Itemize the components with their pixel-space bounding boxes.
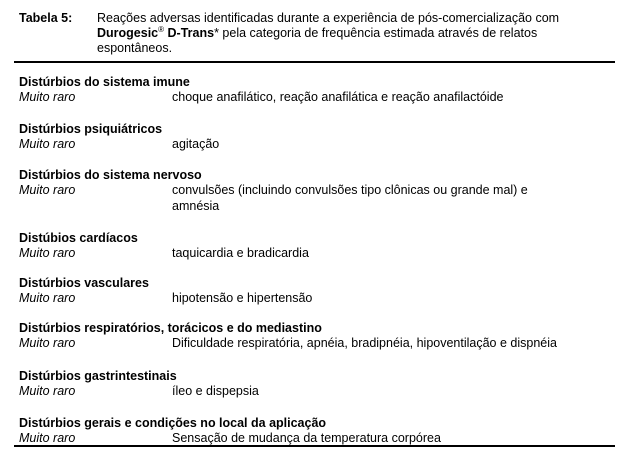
frequency-label: Muito raro (19, 431, 76, 445)
section-title: Distúrbios gastrintestinais (19, 369, 177, 383)
section-title: Distúrbios do sistema imune (19, 75, 190, 89)
table-label: Tabela 5: (19, 11, 73, 25)
frequency-label: Muito raro (19, 183, 76, 197)
table-bottom-rule (14, 445, 615, 447)
registered-mark: ® (158, 25, 165, 34)
reaction-text (172, 183, 552, 215)
reaction-line: íleo e dispepsia (172, 384, 259, 398)
reaction-line: agitação (172, 137, 220, 151)
reaction-line: amnésia (172, 199, 220, 213)
frequency-label: Muito raro (19, 291, 76, 305)
reaction-text (172, 384, 552, 400)
section-title: Distúrbios vasculares (19, 276, 149, 290)
table-top-rule (14, 61, 615, 63)
frequency-label: Muito raro (19, 246, 76, 260)
section-title: Distúbios cardíacos (19, 231, 138, 245)
reaction-text (172, 291, 552, 307)
reaction-line: taquicardia e bradicardia (172, 246, 309, 260)
section-title: Distúrbios gerais e condições no local da aplicação (19, 416, 327, 430)
reaction-line: Sensação de mudança da temperatura corpórea (172, 431, 441, 445)
frequency-label: Muito raro (19, 336, 76, 350)
reaction-text (172, 336, 557, 352)
reaction-line: hipotensão e hipertensão (172, 291, 313, 305)
caption-line-2-rest: * pela categoria de frequência estimada através de relatos (214, 26, 538, 40)
reaction-text (172, 137, 552, 153)
product-name: Durogesic (97, 26, 159, 40)
frequency-label: Muito raro (19, 137, 76, 151)
product-variant: D-Trans (167, 26, 215, 40)
caption-line-3: espontâneos. (97, 41, 173, 55)
reaction-line: convulsões (incluindo convulsões tipo clônicas ou grande mal) e (172, 183, 528, 197)
reaction-text (172, 246, 552, 262)
section-title: Distúrbios do sistema nervoso (19, 168, 202, 182)
reaction-line: choque anafilático, reação anafilática e reação anafilactóide (172, 90, 504, 104)
section-title: Distúrbios psiquiátricos (19, 122, 163, 136)
table-caption-text (97, 11, 617, 56)
caption-line-1: Reações adversas identificadas durante a experiência de pós-comercialização com (97, 11, 560, 25)
frequency-label: Muito raro (19, 90, 76, 104)
section-title: Distúrbios respiratórios, torácicos e do mediastino (19, 321, 322, 335)
caption-line-2 (97, 26, 617, 41)
frequency-label: Muito raro (19, 384, 76, 398)
reaction-text (172, 90, 552, 106)
reaction-line: Dificuldade respiratória, apnéia, bradipnéia, hipoventilação e dispnéia (172, 336, 557, 350)
